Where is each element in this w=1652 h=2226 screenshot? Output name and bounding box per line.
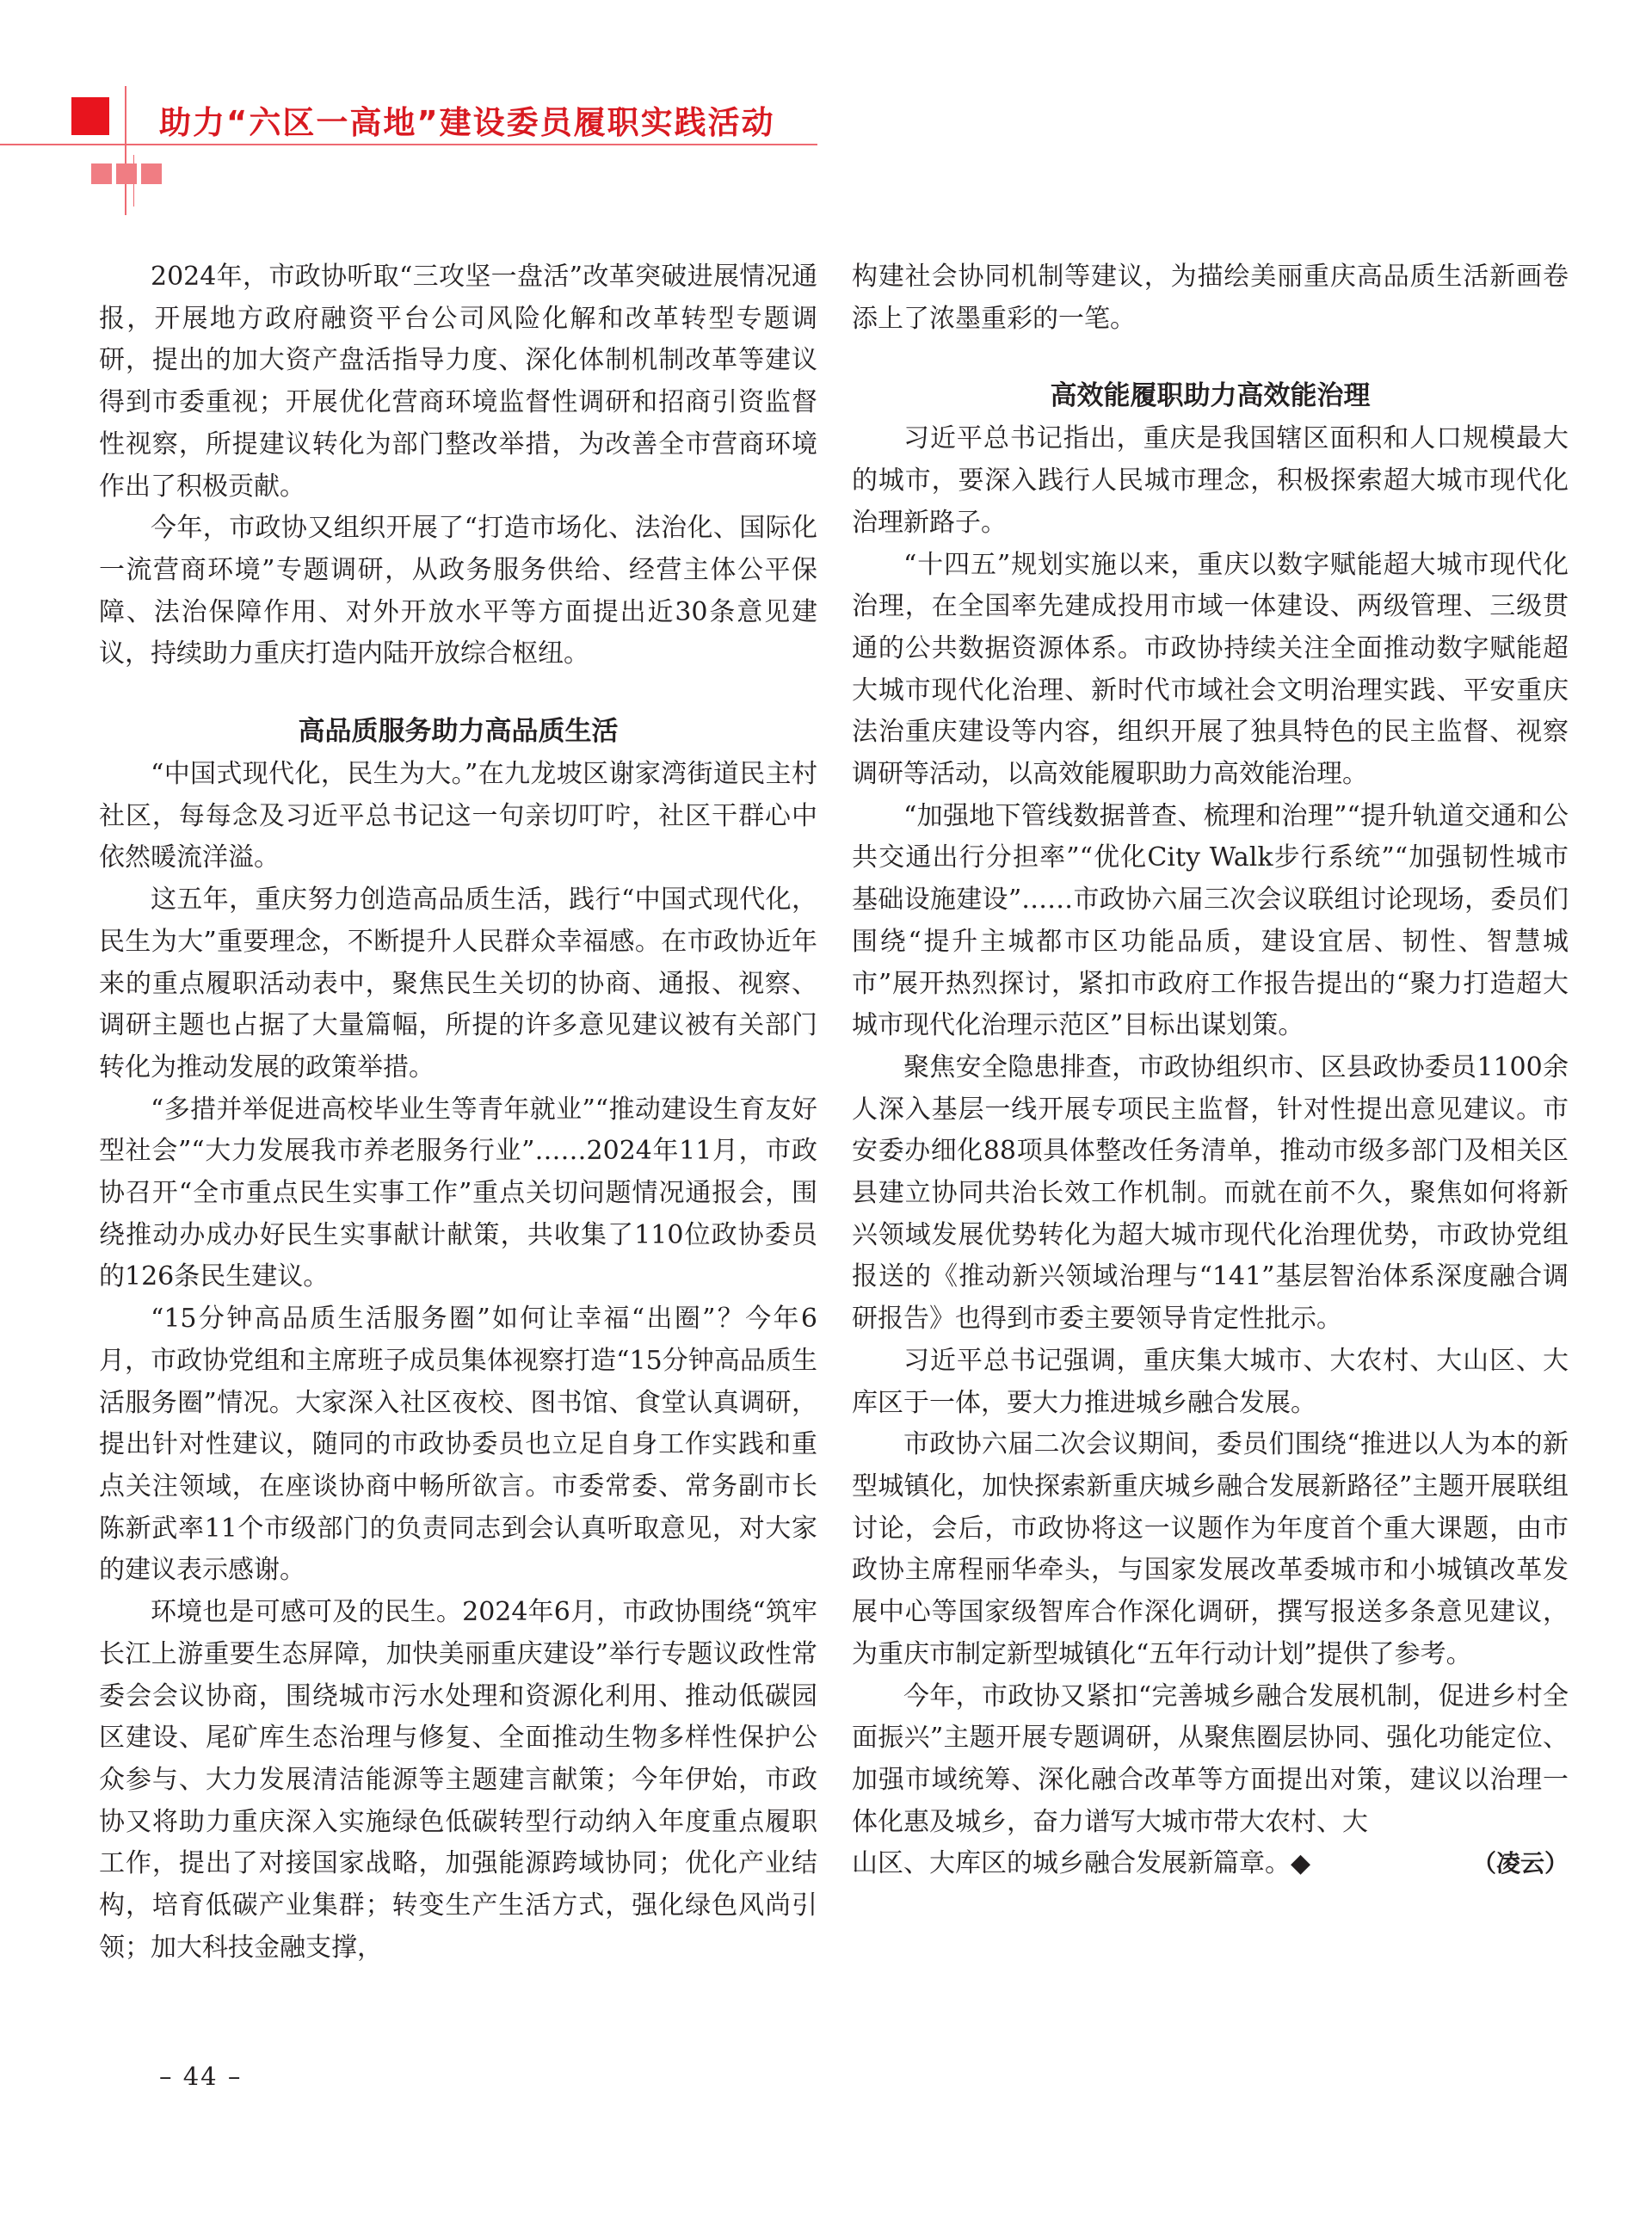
article-paragraph: 这五年，重庆努力创造高品质生活，践行“中国式现代化，民生为大”重要理念，不断提升人民群众幸福感。在市政协近年来的重点履职活动表中，聚焦民生关切的协商、通报、视察、调研主题也占据了大量篇幅，所提的许多意见建议被有关部门转化为推动发展的政策举措。 <box>99 885 817 1082</box>
left-column <box>99 256 817 1969</box>
article-paragraph: 今年，市政协又组织开展了“打造市场化、法治化、国际化一流营商环境”专题调研，从政务服务供给、经营主体公平保障、法治保障作用、对外开放水平等方面提出近30条意见建议，持续助力重庆打造内陆开放综合枢纽。 <box>99 513 817 669</box>
article-paragraph-final: 今年，市政协又紧扣“完善城乡融合发展机制，促进乡村全面振兴”主题开展专题调研，从聚焦圈层协同、强化功能定位、加强市域统筹、深化融合改革等方面提出对策，建议以治理一体化惠及城乡，奋力谱写大城市带大农村、大 <box>852 1680 1569 1837</box>
article-paragraph: “15分钟高品质生活服务圈”如何让幸福“出圈”？今年6月，市政协党组和主席班子成员集体视察打造“15分钟高品质生活服务圈”情况。大家深入社区夜校、图书馆、食堂认真调研，提出针对性建议，随同的市政协委员也立足自身工作实践和重点关注领域，在座谈协商中畅所欲言。市委常委、常务副市长陈新武率11个市级部门的负责同志到会认真听取意见，对大家的建议表示感谢。 <box>99 1304 817 1586</box>
header-vertical-rule <box>125 86 126 215</box>
article-paragraph: 习近平总书记指出，重庆是我国辖区面积和人口规模最大的城市，要深入践行人民城市理念，积极探索超大城市现代化治理新路子。 <box>852 423 1569 538</box>
article-paragraph: “加强地下管线数据普查、梳理和治理”“提升轨道交通和公共交通出行分担率”“优化City Walk步行系统”“加强韧性城市基础设施建设”……市政协六届三次会议联组讨论现场，委员们围绕“提升主城都市区功能品质，建设宜居、韧性、智慧城市”展开热烈探讨，紧扣市政府工作报告提出的“聚力打造超大城市现代化治理示范区”目标出谋划策。 <box>852 800 1569 1041</box>
header-pink-square <box>116 163 137 184</box>
article-paragraph: 2024年，市政协听取“三攻坚一盘活”改革突破进展情况通报，开展地方政府融资平台公司风险化解和改革转型专题调研，提出的加大资产盘活指导力度、深化体制机制改革等建议得到市委重视；开展优化营商环境监督性调研和招商引资监督性视察，所提建议转化为部门整改举措，为改善全市营商环境作出了积极贡献。 <box>99 262 817 502</box>
header-horizontal-rule <box>0 144 817 145</box>
page-number: – 44 – <box>159 2062 243 2091</box>
header-pink-square <box>91 163 112 184</box>
article-paragraph-continuation: 构建社会协同机制等建议，为描绘美丽重庆高品质生活新画卷添上了浓墨重彩的一笔。 <box>852 262 1569 334</box>
article-paragraph: 市政协六届二次会议期间，委员们围绕“推进以人为本的新型城镇化，加快探索新重庆城乡融合发展新路径”主题开展联组讨论，会后，市政协将这一议题作为年度首个重大课题，由市政协主席程丽华牵头，与国家发展改革委城市和小城镇改革发展中心等国家级智库合作深化调研，撰写报送多条意见建议，为重庆市制定新型城镇化“五年行动计划”提供了参考。 <box>852 1429 1569 1669</box>
article-paragraph: “十四五”规划实施以来，重庆以数字赋能超大城市现代化治理，在全国率先建成投用市域一体建设、两级管理、三级贯通的公共数据资源体系。市政协持续关注全面推动数字赋能超大城市现代化治理、新时代市域社会文明治理实践、平安重庆法治重庆建设等内容，组织开展了独具特色的民主监督、视察调研等活动，以高效能履职助力高效能治理。 <box>852 549 1569 790</box>
header-red-square <box>71 97 109 135</box>
author-byline: （凌云） <box>1471 1849 1569 1878</box>
section-header-title: 助力“六区一高地”建设委员履职实践活动 <box>159 104 775 141</box>
final-line <box>852 1843 1569 1885</box>
section-heading: 高品质服务助力高品质生活 <box>298 716 619 748</box>
right-column <box>852 256 1569 1885</box>
article-paragraph: 习近平总书记强调，重庆集大城市、大农村、大山区、大库区于一体，要大力推进城乡融合发展。 <box>852 1345 1569 1418</box>
article-paragraph: “中国式现代化，民生为大。”在九龙坡区谢家湾街道民主村社区，每每念及习近平总书记这一句亲切叮咛，社区干群心中依然暖流洋溢。 <box>99 759 817 873</box>
header-pink-square <box>141 163 162 184</box>
section-heading: 高效能履职助力高效能治理 <box>1050 380 1371 412</box>
article-paragraph: “多措并举促进高校毕业生等青年就业”“推动建设生育友好型社会”“大力发展我市养老服务行业”……2024年11月，市政协召开“全市重点民生实事工作”重点关切问题情况通报会，围绕推动办成办好民生实事献计献策，共收集了110位政协委员的126条民生建议。 <box>99 1094 817 1292</box>
article-paragraph: 聚焦安全隐患排查，市政协组织市、区县政协委员1100余人深入基层一线开展专项民主监督，针对性提出意见建议。市安委办细化88项具体整改任务清单，推动市级多部门及相关区县建立协同共治长效工作机制。而就在前不久，聚焦如何将新兴领域发展优势转化为超大城市现代化治理优势，市政协党组报送的《推动新兴领域治理与“141”基层智治体系深度融合调研报告》也得到市委主要领导肯定性批示。 <box>852 1051 1569 1335</box>
final-line-text: 山区、大库区的城乡融合发展新篇章。◆ <box>852 1848 1311 1879</box>
article-paragraph: 环境也是可感可及的民生。2024年6月，市政协围绕“筑牢长江上游重要生态屏障，加快美丽重庆建设”举行专题议政性常委会会议协商，围绕城市污水处理和资源化利用、推动低碳园区建设、尾矿库生态治理与修复、全面推动生物多样性保护公众参与、大力发展清洁能源等主题建言献策；今年伊始，市政协又将助力重庆深入实施绿色低碳转型行动纳入年度重点履职工作，提出了对接国家战略，加强能源跨域协同；优化产业结构，培育低碳产业集群；转变生产生活方式，强化绿色风尚引领；加大科技金融支撑， <box>99 1597 817 1963</box>
